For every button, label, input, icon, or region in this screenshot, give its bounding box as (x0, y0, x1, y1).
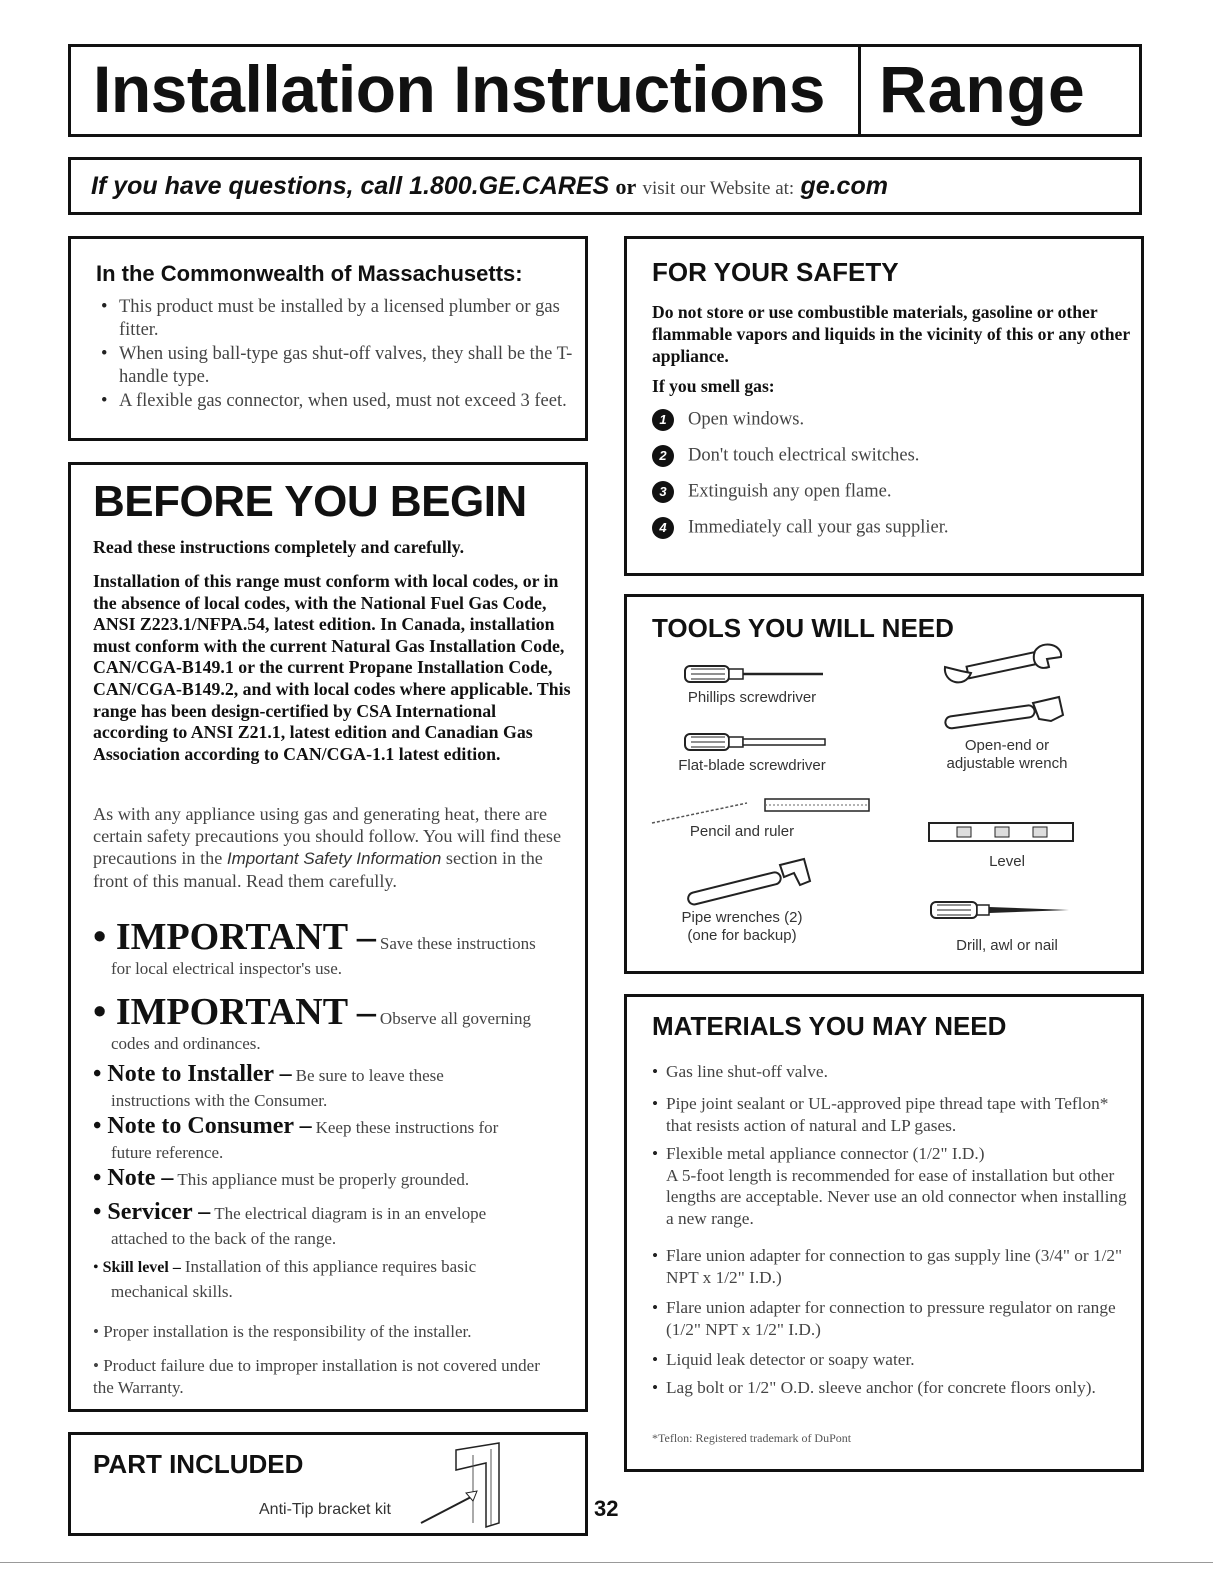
questions-or: or (615, 174, 637, 199)
section-title: Range (879, 52, 1086, 126)
massachusetts-title: In the Commonwealth of Massachusetts: (96, 261, 523, 286)
before-you-begin-box (68, 462, 588, 1412)
part-title: PART INCLUDED (93, 1449, 304, 1479)
part-included-box (68, 1432, 588, 1536)
list-item: • When using ball-type gas shut-off valves, they shall be the T-handle type. (101, 344, 573, 387)
consumer-note: • Note to Consumer – Keep these instructions for future reference. (93, 1113, 499, 1162)
safety-step: 3 Extinguish any open flame. (652, 481, 891, 507)
safety-step: 4 Immediately call your gas supplier. (652, 517, 948, 543)
pipe-wrench-label: Pipe wrenches (2) (one for backup) (681, 909, 803, 944)
materials-box (624, 994, 1144, 1472)
tools-box (624, 594, 1144, 974)
read-instructions: Read these instructions completely and carefully. (93, 537, 465, 557)
footnote: *Teflon: Registered trademark of DuPont (652, 1431, 852, 1445)
precautions-paragraph: As with any appliance using gas and generating heat, there are certain safety precautions you should follow. You will find these precautions in the Important Safety Information section in the front of this manual. Read them carefully. (93, 804, 562, 891)
wrench-label: Open-end or adjustable wrench (946, 737, 1068, 772)
massachusetts-box (68, 236, 588, 441)
smell-gas-heading: If you smell gas: (652, 376, 775, 396)
list-item: • Pipe joint sealant or UL-approved pipe thread tape with Teflon* that resists action of natural and LP gases. (652, 1094, 1109, 1135)
list-item: • Gas line shut-off valve. (652, 1062, 828, 1081)
ground-note: • Note – This appliance must be properly grounded. (93, 1165, 470, 1191)
questions-visit: visit our Website at: (642, 178, 795, 199)
title-bar (68, 44, 1142, 137)
adjustable-wrench-icon (939, 693, 1069, 733)
level-label: Level (989, 853, 1025, 870)
safety-box (624, 236, 1144, 576)
anti-tip-bracket-icon (411, 1435, 521, 1535)
pencil-label: Pencil and ruler (689, 823, 795, 840)
connector-note: A 5-foot length is recommended for ease of installation but other lengths are acceptable. Never use an old connector when installing a new range. (666, 1165, 1127, 1228)
page-number: 32 (594, 1496, 619, 1521)
important-note: • IMPORTANT – Observe all governing codes and ordinances. (93, 991, 531, 1053)
safety-step: 1 Open windows. (652, 409, 804, 435)
pipe-wrench-icon (682, 851, 822, 911)
list-item: • Flare union adapter for connection to gas supply line (3/4" or 1/2" NPT x 1/2" I.D.) (652, 1246, 1123, 1287)
list-item: • Product failure due to improper installation is not covered under the Warranty. (93, 1356, 540, 1397)
level-icon (927, 819, 1077, 845)
tools-title: TOOLS YOU WILL NEED (652, 613, 954, 643)
safety-step: 2 Don't touch electrical switches. (652, 445, 919, 471)
servicer-note: • Servicer – The electrical diagram is in an envelope attached to the back of the range. (93, 1199, 487, 1248)
open-end-wrench-icon (939, 637, 1069, 693)
important-note: • IMPORTANT – Save these instructions for local electrical inspector's use. (93, 916, 536, 978)
part-label: Anti-Tip bracket kit (259, 1501, 391, 1518)
questions-line (91, 172, 888, 201)
flat-label: Flat-blade screwdriver (678, 757, 826, 774)
codes-paragraph: Installation of this range must conform with local codes, or in the absence of local codes, with the National Fuel Gas Code, ANSI Z223.1/NFPA.54, latest edition. In Canada, installation must conform with the current Natural Gas Installation Code, CAN/CGA-B149.1 or the current Propane Installation Code, CAN/CGA-B149.2, and with local codes where applicable. This range has been design-certified by CSA International according to ANSI Z21.1, latest edition and Canadian Gas Association according to CAN/CGA-1.1 latest edition. (93, 571, 571, 764)
list-item: • Lag bolt or 1/2" O.D. sleeve anchor (for concrete floors only). (652, 1378, 1096, 1397)
awl-icon (927, 895, 1077, 925)
list-item: • This product must be installed by a licensed plumber or gas fitter. (101, 297, 560, 340)
before-title: BEFORE YOU BEGIN (93, 477, 527, 526)
list-item: • Flare union adapter for connection to pressure regulator on range (1/2" NPT x 1/2" I.D.) (652, 1298, 1116, 1339)
safety-warning: Do not store or use combustible materials, gasoline or other flammable vapors and liquids in the vicinity of this or any other appliance. (652, 302, 1130, 366)
safety-title: FOR YOUR SAFETY (652, 257, 899, 287)
drill-label: Drill, awl or nail (956, 937, 1058, 954)
bottom-rule (0, 1562, 1213, 1563)
list-item: • Proper installation is the responsibility of the installer. (93, 1322, 472, 1341)
title-divider (858, 47, 861, 135)
phillips-screwdriver-icon (683, 659, 833, 689)
list-item: • Flexible metal appliance connector (1/2" I.D.) A 5-foot length is recommended for ease of installation but other lengths are acceptable. Never use an old connector when installing a new range. (652, 1143, 1137, 1229)
questions-lead: If you have questions, call 1.800.GE.CARES (91, 172, 610, 200)
list-item: • A flexible gas connector, when used, must not exceed 3 feet. (101, 391, 567, 411)
list-item: • Liquid leak detector or soapy water. (652, 1350, 915, 1369)
page-title: Installation Instructions (93, 52, 825, 126)
website-link[interactable]: ge.com (800, 172, 888, 200)
phillips-label: Phillips screwdriver (687, 689, 817, 706)
materials-title: MATERIALS YOU MAY NEED (652, 1011, 1007, 1041)
flat-screwdriver-icon (683, 727, 833, 757)
skill-note: • Skill level – Installation of this appliance requires basic mechanical skills. (93, 1257, 477, 1301)
questions-bar (68, 157, 1142, 215)
installer-note: • Note to Installer – Be sure to leave these instructions with the Consumer. (93, 1061, 444, 1110)
